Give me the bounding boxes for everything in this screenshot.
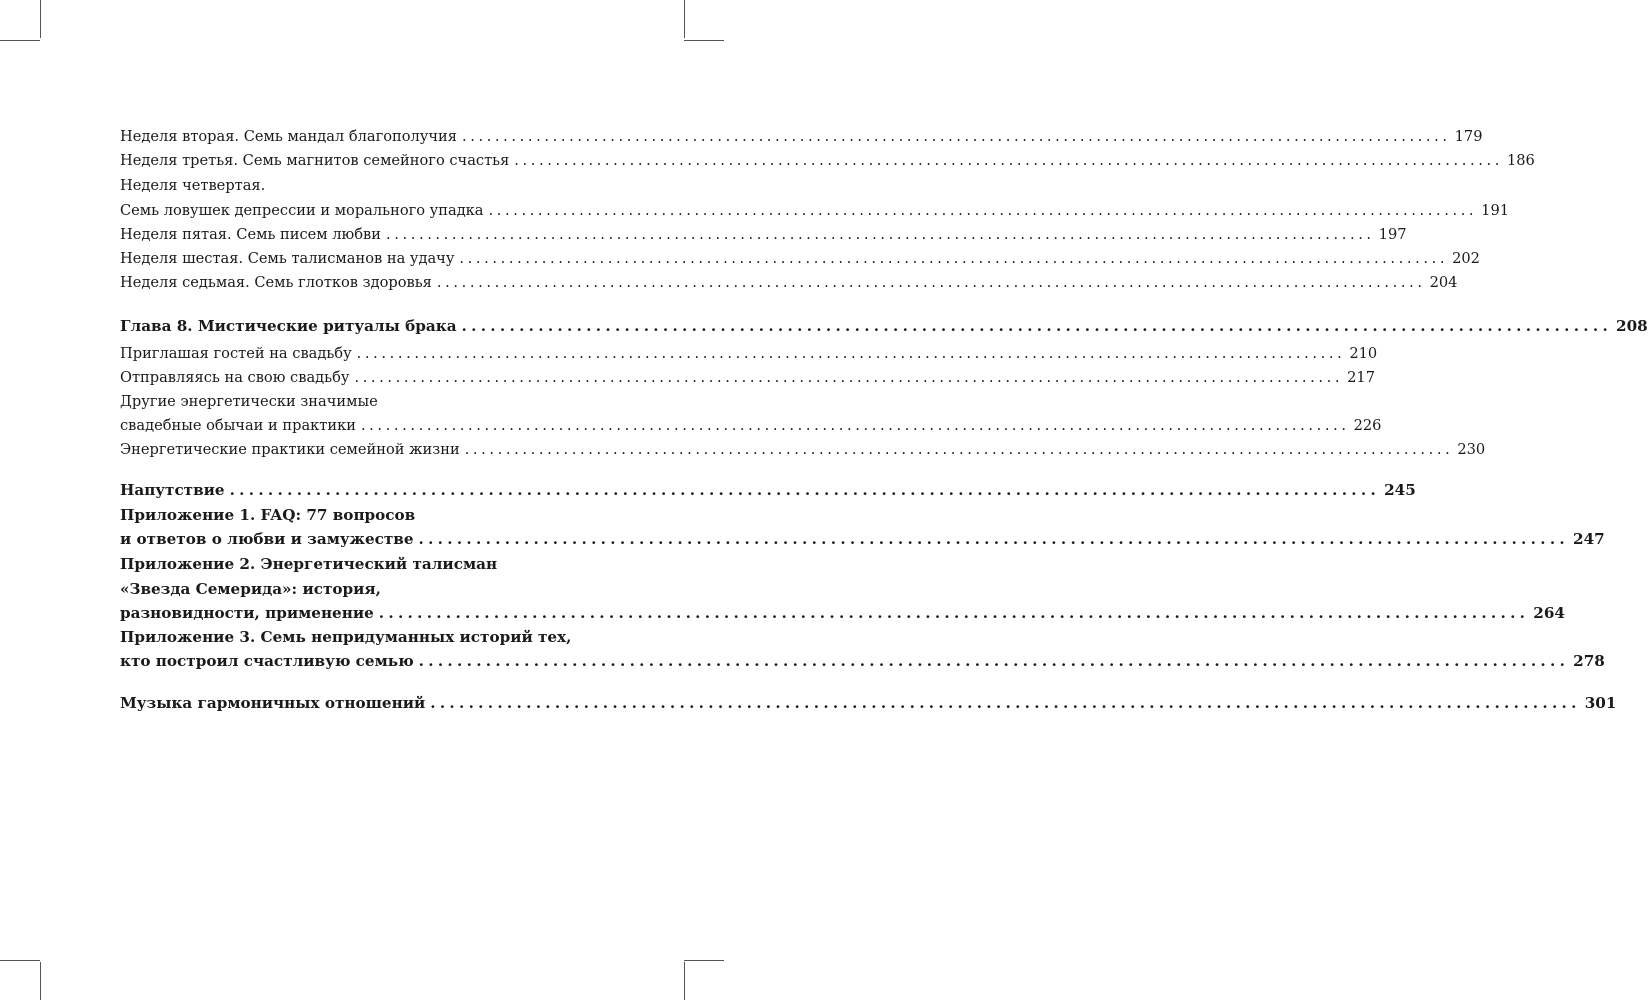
toc-leader-dots: ........................................................................................................................ — [430, 694, 1581, 712]
crop-mark-bottom-right-horizontal — [684, 960, 724, 961]
toc-page-number: 301 — [1584, 694, 1617, 712]
toc-page-number: 208 — [1616, 317, 1648, 335]
toc-entry-title: Напутствие — [120, 481, 225, 499]
toc-entry-title: Другие энергетически значимые — [120, 393, 378, 410]
toc-leader-dots: ........................................................................................................................ — [386, 226, 1375, 243]
toc-entry — [120, 149, 1535, 173]
toc-chapter-entry — [120, 577, 573, 601]
toc-page-number: 186 — [1506, 152, 1535, 169]
toc-leader-dots: ........................................................................................................................ — [461, 128, 1451, 145]
crop-mark-top-right-horizontal — [684, 40, 724, 41]
toc-leader-dots: ........................................................................................................................ — [354, 369, 1344, 386]
toc-chapter-entry — [120, 625, 573, 649]
toc-leader-dots: ........................................................................................................................ — [356, 345, 1346, 362]
toc-entry — [120, 199, 1510, 223]
toc-page-number: 230 — [1457, 441, 1486, 458]
toc-page-number: 217 — [1347, 369, 1375, 386]
toc-leader-dots: ........................................................................................................................ — [514, 152, 1503, 169]
toc-chapter-entry — [120, 527, 1605, 551]
toc-page-number: 191 — [1481, 202, 1510, 219]
toc-page-number: 226 — [1353, 417, 1382, 434]
toc-entry-title: Приложение 1. FAQ: 77 вопросов — [120, 506, 416, 524]
toc-leader-dots: ........................................................................................................................ — [418, 530, 1569, 548]
toc-entry-title: Неделя четвертая. — [120, 177, 266, 194]
toc-entry — [120, 414, 1382, 438]
toc-entry-title: разновидности, применение — [120, 604, 374, 622]
toc-entry-title: Семь ловушек депрессии и морального упадка — [120, 202, 484, 219]
toc-page-number: 247 — [1573, 530, 1605, 548]
toc-entry — [120, 366, 1375, 390]
toc-leader-dots: ........................................................................................................................ — [436, 274, 1426, 291]
toc-chapter-entry — [120, 552, 573, 576]
crop-mark-top-left — [40, 0, 41, 38]
toc-entry-title: и ответов о любви и замужестве — [120, 530, 414, 548]
toc-page-number: 179 — [1454, 128, 1483, 145]
crop-mark-top-left-horizontal — [0, 40, 40, 41]
toc-entry — [120, 174, 573, 198]
toc-leader-dots: ........................................................................................................................ — [459, 250, 1449, 267]
toc-chapter-entry — [120, 503, 573, 527]
crop-mark-bottom-left — [40, 962, 41, 1000]
toc-entry — [120, 125, 1483, 149]
toc-entry-title: Энергетические практики семейной жизни — [120, 441, 460, 458]
toc-page-number: 204 — [1429, 274, 1458, 291]
toc-entry-title: Приглашая гостей на свадьбу — [120, 345, 352, 362]
toc-entry — [120, 223, 1407, 247]
toc-entry-title: Глава 8. Мистические ритуалы брака — [120, 317, 457, 335]
toc-entry-title: кто построил счастливую семью — [120, 652, 414, 670]
toc-chapter-entry — [120, 601, 1565, 625]
toc-entry-title: Отправляясь на свою свадьбу — [120, 369, 350, 386]
toc-entry-title: «Звезда Семерида»: история, — [120, 580, 381, 598]
toc-page-number: 197 — [1378, 226, 1407, 243]
toc-leader-dots: ........................................................................................................................ — [378, 604, 1530, 622]
toc-leader-dots: ........................................................................................................................ — [464, 441, 1454, 458]
toc-page-number: 278 — [1573, 652, 1605, 670]
toc-entry-title: Приложение 2. Энергетический талисман — [120, 555, 498, 573]
toc-leader-dots: ........................................................................................................................ — [418, 652, 1570, 670]
toc-entry — [120, 342, 1378, 366]
toc-entry-title: Приложение 3. Семь непридуманных историй тех, — [120, 628, 572, 646]
toc-entry-title: свадебные обычаи и практики — [120, 417, 356, 434]
toc-leader-dots: ........................................................................................................................ — [360, 417, 1350, 434]
crop-mark-bottom-right — [684, 962, 685, 1000]
toc-page-number: 245 — [1384, 481, 1416, 499]
toc-entry — [120, 390, 573, 414]
crop-mark-bottom-left-horizontal — [0, 960, 40, 961]
toc-leader-dots: ........................................................................................................................ — [488, 202, 1478, 219]
toc-entry — [120, 438, 1486, 462]
toc-entry-title: Неделя вторая. Семь мандал благополучия — [120, 128, 457, 145]
toc-chapter-entry — [120, 478, 1416, 502]
toc-entry-title: Неделя третья. Семь магнитов семейного счастья — [120, 152, 510, 169]
toc-chapter-entry — [120, 649, 1605, 673]
toc-entry-title: Неделя пятая. Семь писем любви — [120, 226, 381, 243]
toc-leader-dots: ........................................................................................................................ — [461, 317, 1613, 335]
toc-page-number: 264 — [1533, 604, 1565, 622]
toc-entry — [120, 271, 1458, 295]
toc-leader-dots: ........................................................................................................................ — [229, 481, 1381, 499]
toc-page-number: 202 — [1452, 250, 1480, 267]
crop-mark-top-right — [684, 0, 685, 38]
toc-entry-title: Музыка гармоничных отношений — [120, 694, 426, 712]
toc-entry-title: Неделя шестая. Семь талисманов на удачу — [120, 250, 455, 267]
toc-chapter-entry — [120, 691, 1617, 715]
toc-chapter-entry — [120, 314, 1648, 338]
toc-entry-title: Неделя седьмая. Семь глотков здоровья — [120, 274, 432, 291]
toc-page-number: 210 — [1349, 345, 1378, 362]
toc-entry — [120, 247, 1480, 271]
